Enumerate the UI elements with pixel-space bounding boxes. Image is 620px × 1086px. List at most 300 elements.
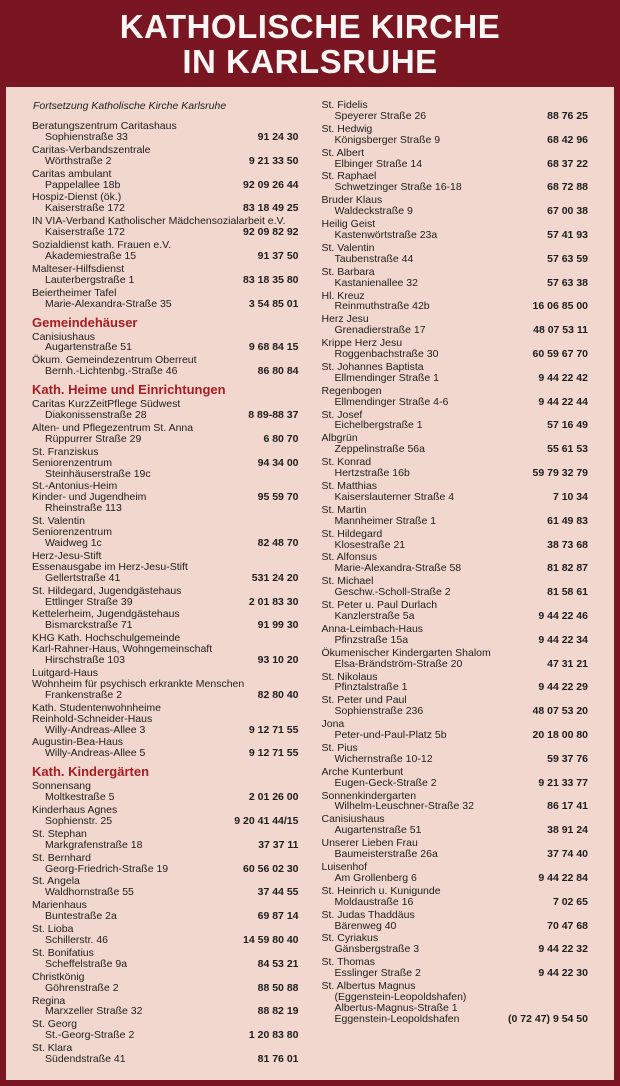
directory-entry bbox=[322, 338, 589, 360]
entry-phone: 86 17 41 bbox=[547, 800, 588, 813]
directory-entry bbox=[32, 169, 299, 191]
entry-line bbox=[32, 690, 299, 701]
entry-line bbox=[322, 648, 589, 659]
entry-name: St. Franziskus bbox=[32, 445, 99, 458]
entry-name: Beiertheimer Tafel bbox=[32, 286, 117, 299]
entry-address: (Eggenstein-Leopoldshafen) bbox=[334, 990, 467, 1003]
entry-address: Am Grollenberg 6 bbox=[334, 871, 417, 884]
directory-entry bbox=[322, 600, 589, 622]
entry-address: Marxzeller Straße 32 bbox=[45, 1005, 143, 1018]
entry-phone: 8 89-88 37 bbox=[248, 409, 299, 422]
entry-name: St. Matthias bbox=[321, 480, 377, 492]
entry-address: Geschw.-Scholl-Straße 2 bbox=[334, 586, 451, 599]
entry-line bbox=[322, 301, 589, 312]
entry-name: Sonnensang bbox=[32, 780, 91, 793]
entry-phone: 9 68 84 15 bbox=[248, 341, 299, 354]
entry-address: Peter-und-Paul-Platz 5b bbox=[334, 729, 447, 742]
directory-entry bbox=[32, 737, 299, 759]
entry-name: Herz-Jesu-Stift bbox=[32, 549, 102, 562]
directory-entry bbox=[322, 124, 589, 146]
entry-address: Eichelbergstraße 1 bbox=[334, 419, 423, 432]
entry-address: Sophienstraße 236 bbox=[334, 705, 424, 718]
entry-address: Marie-Alexandra-Straße 58 bbox=[334, 562, 462, 575]
entry-line bbox=[32, 169, 299, 180]
entry-phone: 55 61 53 bbox=[547, 443, 588, 456]
entry-address: Bernh.-Lichtenbg.-Straße 46 bbox=[45, 365, 178, 378]
entry-line bbox=[32, 853, 299, 864]
directory-entry bbox=[32, 876, 299, 898]
entry-address: Grenadierstraße 17 bbox=[334, 324, 426, 337]
entry-address: Moltkestraße 5 bbox=[45, 791, 115, 804]
entry-address: Sophienstraße 33 bbox=[45, 130, 128, 143]
directory-entry bbox=[322, 791, 589, 813]
directory-entry bbox=[322, 243, 589, 265]
entry-line bbox=[32, 983, 299, 994]
entry-name: Reinhold-Schneider-Haus bbox=[32, 712, 153, 725]
directory-entry bbox=[322, 862, 589, 884]
entry-address: Reinmuthstraße 42b bbox=[334, 300, 430, 313]
entry-address: Gänsbergstraße 3 bbox=[334, 943, 420, 956]
entry-line bbox=[32, 655, 299, 666]
directory-entry bbox=[322, 957, 589, 979]
directory-entry bbox=[32, 355, 299, 377]
entry-name: Hl. Kreuz bbox=[321, 289, 365, 302]
entry-address: Königsberger Straße 9 bbox=[334, 133, 441, 146]
entry-name: St. Konrad bbox=[321, 456, 372, 469]
entry-line bbox=[322, 373, 589, 384]
entry-name: Seniorenzentrum bbox=[32, 526, 112, 539]
entry-name: St. Fidelis bbox=[321, 99, 368, 111]
entry-address: Frankenstraße 2 bbox=[45, 688, 123, 701]
directory-entry bbox=[32, 145, 299, 167]
entry-address: Göhrenstraße 2 bbox=[45, 981, 119, 994]
entry-line bbox=[322, 135, 589, 146]
entry-name: St. Alfonsus bbox=[321, 551, 377, 564]
entry-line bbox=[322, 825, 589, 836]
entry-phone: 20 18 00 80 bbox=[532, 729, 588, 742]
entry-phone: 2 01 83 30 bbox=[248, 595, 299, 608]
entry-name: St. Barbara bbox=[321, 265, 375, 278]
entry-line bbox=[32, 503, 299, 514]
entry-line bbox=[322, 444, 589, 455]
entry-phone: 37 37 11 bbox=[258, 838, 299, 851]
entry-line bbox=[32, 203, 299, 214]
entry-name: St. Albert bbox=[321, 146, 365, 159]
entry-phone: 94 34 00 bbox=[257, 456, 299, 469]
entry-address: Albertus-Magnus-Straße 1 bbox=[334, 1001, 458, 1014]
entry-name: St. Nikolaus bbox=[321, 670, 378, 683]
entry-address: Sophienstr. 25 bbox=[45, 814, 113, 827]
directory-entry bbox=[32, 481, 299, 514]
page-title-line2: IN KARLSRUHE bbox=[182, 43, 438, 80]
entry-line bbox=[32, 342, 299, 353]
entry-name: St. Hildegard, Jugendgästehaus bbox=[32, 584, 182, 597]
entry-address: Kaiserstraße 172 bbox=[45, 226, 125, 239]
entry-line bbox=[322, 659, 589, 670]
entry-line bbox=[32, 840, 299, 851]
entry-address: Rheinstraße 113 bbox=[45, 502, 122, 515]
entry-name: St. Johannes Baptista bbox=[321, 360, 424, 373]
entry-line bbox=[32, 366, 299, 377]
entry-line bbox=[322, 278, 589, 289]
entry-name: Seniorenzentrum bbox=[32, 456, 112, 469]
entry-line bbox=[322, 267, 589, 278]
entry-phone: 9 44 22 44 bbox=[538, 395, 588, 408]
entry-name: Karl-Rahner-Haus, Wohngemeinschaft bbox=[32, 643, 213, 656]
entry-line bbox=[322, 968, 589, 979]
entry-address: Baumeisterstraße 26a bbox=[334, 848, 438, 861]
entry-phone: 86 80 84 bbox=[257, 365, 299, 378]
entry-name: St. Klara bbox=[32, 1042, 73, 1055]
entry-name: Christkönig bbox=[32, 970, 85, 983]
entry-phone: 38 73 68 bbox=[547, 538, 588, 551]
entry-line bbox=[32, 586, 299, 597]
entry-address: Südendstraße 41 bbox=[45, 1053, 126, 1066]
entry-line bbox=[32, 227, 299, 238]
entry-line bbox=[322, 706, 589, 717]
entry-name: St. Michael bbox=[321, 575, 374, 588]
entry-phone: 91 99 30 bbox=[257, 619, 299, 632]
entry-name: St. Heinrich u. Kunigunde bbox=[321, 884, 441, 897]
entry-line bbox=[322, 563, 589, 574]
entry-line bbox=[32, 887, 299, 898]
entry-phone: 14 59 80 40 bbox=[243, 934, 299, 946]
entry-line bbox=[32, 864, 299, 875]
entry-address: Kaiserslauterner Straße 4 bbox=[334, 490, 455, 503]
entry-line bbox=[322, 468, 589, 479]
entry-address: Wichernstraße 10-12 bbox=[334, 752, 433, 765]
directory-entry bbox=[32, 264, 299, 286]
entry-line bbox=[32, 792, 299, 803]
entry-address: Lauterbergstraße 1 bbox=[45, 273, 135, 286]
entry-address: Markgrafenstraße 18 bbox=[45, 838, 143, 851]
entry-phone: 91 37 50 bbox=[257, 249, 299, 262]
entry-phone: 3 54 85 01 bbox=[248, 297, 299, 310]
entry-address: Ellmendinger Straße 4-6 bbox=[334, 395, 449, 408]
entry-phone: 9 12 71 55 bbox=[248, 723, 299, 736]
entry-line bbox=[32, 816, 299, 827]
entry-address: Ellmendinger Straße 1 bbox=[334, 371, 439, 384]
directory-entry bbox=[322, 576, 589, 598]
directory-entry bbox=[322, 814, 589, 836]
entry-line bbox=[32, 911, 299, 922]
section-heading: Kath. Kindergärten bbox=[32, 764, 150, 780]
directory-entry bbox=[322, 362, 589, 384]
entry-name: Anna-Leimbach-Haus bbox=[321, 622, 424, 635]
directory-entry bbox=[322, 672, 589, 694]
entry-phone: 83 18 35 80 bbox=[243, 273, 299, 286]
entry-line bbox=[32, 597, 299, 608]
entry-name: Bruder Klaus bbox=[321, 194, 383, 207]
entry-name: Albgrün bbox=[321, 432, 358, 445]
entry-name: St.-Antonius-Heim bbox=[32, 480, 118, 493]
entry-address: Schillerstr. 46 bbox=[45, 934, 109, 946]
directory-entry bbox=[32, 900, 299, 922]
entry-address: Waldhornstraße 55 bbox=[45, 886, 134, 899]
entry-line bbox=[32, 458, 299, 469]
entry-line bbox=[32, 725, 299, 736]
entry-name: Wohnheim für psychisch erkrankte Menschen bbox=[32, 677, 245, 690]
entry-address: Marie-Alexandra-Straße 35 bbox=[45, 297, 172, 310]
entry-list-right bbox=[322, 100, 589, 1025]
entry-phone: 9 44 22 84 bbox=[538, 871, 588, 884]
entry-address: Willy-Andreas-Allee 5 bbox=[45, 747, 146, 760]
entry-line bbox=[322, 611, 589, 622]
entry-name: St. Hildegard bbox=[321, 527, 383, 540]
entry-line bbox=[322, 516, 589, 527]
directory-entry bbox=[322, 457, 589, 479]
entry-line bbox=[32, 703, 299, 714]
entry-line bbox=[32, 748, 299, 759]
entry-phone: 16 06 85 00 bbox=[532, 300, 588, 313]
entry-address: Elsa-Brändström-Straße 20 bbox=[334, 657, 463, 670]
entry-line bbox=[322, 159, 589, 170]
directory-entry bbox=[32, 192, 299, 214]
entry-name: Ökumenischer Kindergarten Shalom bbox=[321, 646, 491, 659]
entry-address: Mannheimer Straße 1 bbox=[334, 514, 437, 527]
entry-phone: 91 24 30 bbox=[257, 130, 299, 143]
entry-phone: 81 82 87 bbox=[547, 562, 588, 575]
entry-line bbox=[32, 935, 299, 946]
directory-entry bbox=[322, 195, 589, 217]
column-right bbox=[322, 100, 589, 1080]
entry-phone: 59 79 32 79 bbox=[532, 467, 588, 480]
entry-name: St. Judas Thaddäus bbox=[321, 908, 415, 921]
entry-line bbox=[322, 254, 589, 265]
entry-address: Hirschstraße 103 bbox=[45, 654, 125, 667]
entry-name: Kinder- und Jugendheim bbox=[32, 491, 147, 504]
entry-line bbox=[32, 1030, 299, 1041]
entry-line bbox=[322, 1014, 589, 1025]
entry-phone: 88 76 25 bbox=[547, 109, 588, 122]
entry-phone: 84 53 21 bbox=[257, 957, 299, 970]
entry-name: Hospiz-Dienst (ök.) bbox=[32, 191, 122, 204]
entry-phone: 531 24 20 bbox=[251, 571, 299, 584]
entry-phone: 60 56 02 30 bbox=[243, 862, 299, 875]
entry-name: St. Angela bbox=[32, 875, 80, 888]
entry-address: Augartenstraße 51 bbox=[45, 341, 132, 354]
entry-name: St. Valentin bbox=[321, 241, 375, 254]
entry-name: St. Bonifatius bbox=[32, 946, 94, 959]
entry-name: Ökum. Gemeindezentrum Oberreut bbox=[32, 354, 197, 367]
entry-line bbox=[32, 972, 299, 983]
entry-name: Alten- und Pflegezentrum St. Anna bbox=[32, 421, 194, 434]
entry-line bbox=[322, 897, 589, 908]
directory-entry bbox=[32, 829, 299, 851]
entry-name: St. Thomas bbox=[321, 956, 375, 969]
entry-line bbox=[322, 111, 589, 122]
entry-name: Caritas ambulant bbox=[32, 167, 112, 180]
entry-address: Georg-Friedrich-Straße 19 bbox=[45, 862, 169, 875]
entry-line bbox=[322, 206, 589, 217]
directory-entry bbox=[32, 633, 299, 666]
entry-name: St. Pius bbox=[321, 741, 358, 754]
entry-address: Kaiserstraße 172 bbox=[45, 202, 125, 215]
entry-phone: 2 01 26 00 bbox=[248, 791, 299, 804]
entry-line bbox=[32, 959, 299, 970]
entry-address: Klosestraße 21 bbox=[334, 538, 406, 551]
entry-address: Esslinger Straße 2 bbox=[334, 967, 421, 980]
entry-phone: 82 48 70 bbox=[257, 537, 299, 549]
directory-entry bbox=[32, 948, 299, 970]
directory-content bbox=[6, 87, 614, 1080]
entry-name: St. Hedwig bbox=[321, 122, 373, 135]
directory-entry bbox=[32, 551, 299, 584]
entry-name: Kettelerheim, Jugendgästehaus bbox=[32, 608, 180, 621]
entry-address: Buntestraße 2a bbox=[45, 910, 117, 923]
directory-entry bbox=[322, 552, 589, 574]
entry-address: Ettlinger Straße 39 bbox=[45, 595, 133, 608]
directory-entry bbox=[322, 386, 589, 408]
entry-phone: 93 10 20 bbox=[257, 654, 299, 667]
directory-entry bbox=[32, 332, 299, 354]
directory-entry bbox=[32, 423, 299, 445]
entry-name: St. Raphael bbox=[321, 170, 377, 183]
directory-entry bbox=[322, 481, 589, 503]
directory-entry bbox=[32, 240, 299, 262]
entry-phone: 48 07 53 11 bbox=[533, 324, 588, 337]
entry-line bbox=[322, 635, 589, 646]
page-title-line1: KATHOLISCHE KIRCHE bbox=[119, 8, 501, 45]
entry-name: Kinderhaus Agnes bbox=[32, 804, 118, 817]
entry-line bbox=[322, 349, 589, 360]
entry-line bbox=[32, 620, 299, 631]
entry-address: Scheffelstraße 9a bbox=[45, 957, 128, 970]
directory-entry bbox=[32, 399, 299, 421]
entry-line bbox=[322, 529, 589, 540]
entry-address: Akademiestraße 15 bbox=[45, 249, 137, 262]
directory-entry bbox=[322, 148, 589, 170]
directory-entry bbox=[32, 781, 299, 803]
entry-phone: 70 47 68 bbox=[547, 919, 588, 932]
entry-name: Marienhaus bbox=[32, 899, 87, 912]
entry-address: Waidweg 1c bbox=[45, 537, 102, 549]
entry-line bbox=[322, 325, 589, 336]
entry-name: Canisiushaus bbox=[32, 330, 96, 343]
entry-name: Sozialdienst kath. Frauen e.V. bbox=[32, 239, 172, 252]
entry-address: Pfinztalstraße 1 bbox=[334, 681, 408, 694]
entry-address: Pappelallee 18b bbox=[45, 178, 121, 191]
entry-phone: 81 58 61 bbox=[547, 586, 588, 599]
entry-address: Kastanienallee 32 bbox=[334, 276, 418, 289]
entry-address: Bärenweg 40 bbox=[334, 919, 397, 932]
directory-entry bbox=[322, 767, 589, 789]
entry-address: Roggenbachstraße 30 bbox=[334, 348, 439, 361]
entry-phone: 57 16 49 bbox=[547, 419, 588, 432]
entry-phone: 48 07 53 20 bbox=[532, 705, 588, 718]
entry-phone: 82 80 40 bbox=[257, 688, 299, 701]
entry-line bbox=[32, 573, 299, 584]
entry-address: Steinhäuserstraße 19c bbox=[45, 467, 151, 480]
directory-entry bbox=[32, 924, 299, 946]
entry-address: Moldaustraße 16 bbox=[334, 895, 414, 908]
entry-name: St. Albertus Magnus bbox=[321, 980, 416, 993]
directory-entry bbox=[322, 291, 589, 313]
entry-name: Beratungszentrum Caritashaus bbox=[32, 120, 177, 132]
entry-phone: 81 76 01 bbox=[257, 1053, 299, 1066]
continuation-note: Fortsetzung Katholische Kirche Karlsruhe bbox=[33, 100, 227, 112]
entry-address: Wörthstraße 2 bbox=[45, 154, 112, 167]
entry-line bbox=[32, 132, 299, 143]
directory-entry bbox=[32, 609, 299, 631]
entry-address: St.-Georg-Straße 2 bbox=[45, 1029, 135, 1042]
entry-address: Wilhelm-Leuschner-Straße 32 bbox=[334, 800, 474, 813]
directory-entry bbox=[322, 410, 589, 432]
entry-line bbox=[32, 299, 299, 310]
entry-name: Jona bbox=[321, 718, 345, 731]
directory-entry bbox=[32, 805, 299, 827]
entry-name: Caritas KurzZeitPflege Südwest bbox=[32, 398, 181, 411]
entry-name: St. Cyriakus bbox=[321, 932, 379, 945]
entry-line bbox=[322, 682, 589, 693]
entry-phone: 57 63 59 bbox=[547, 252, 588, 265]
directory-entry bbox=[32, 516, 299, 549]
entry-line bbox=[32, 714, 299, 725]
directory-entry bbox=[322, 933, 589, 955]
entry-address: Willy-Andreas-Allee 3 bbox=[45, 723, 146, 736]
directory-entry bbox=[322, 719, 589, 741]
column-left bbox=[32, 100, 299, 1080]
entry-address: Diakonissenstraße 28 bbox=[45, 409, 147, 422]
entry-name: Luisenhof bbox=[321, 861, 368, 873]
entry-line bbox=[322, 587, 589, 598]
entry-line bbox=[322, 921, 589, 932]
entry-line bbox=[322, 182, 589, 193]
entry-phone: 9 44 22 32 bbox=[538, 943, 588, 956]
directory-entry bbox=[32, 288, 299, 310]
entry-line bbox=[322, 492, 589, 503]
directory-entry bbox=[32, 216, 299, 238]
entry-line bbox=[322, 397, 589, 408]
entry-phone: 61 49 83 bbox=[547, 514, 588, 527]
entry-address: Eugen-Geck-Straße 2 bbox=[334, 776, 437, 789]
entry-phone: 68 42 96 bbox=[547, 133, 588, 146]
directory-entry bbox=[32, 121, 299, 143]
entry-address: Schwetzinger Straße 16-18 bbox=[334, 181, 462, 194]
entry-name: Regina bbox=[32, 994, 66, 1007]
entry-list-left bbox=[32, 121, 299, 1065]
directory-entry bbox=[322, 314, 589, 336]
entry-name: St. Valentin bbox=[32, 515, 85, 528]
entry-name: St. Peter u. Paul Durlach bbox=[321, 599, 438, 612]
entry-line bbox=[322, 873, 589, 884]
directory-entry bbox=[322, 433, 589, 455]
entry-line bbox=[322, 730, 589, 741]
entry-phone: 59 37 76 bbox=[547, 752, 588, 765]
entry-phone: 69 87 14 bbox=[257, 910, 299, 923]
entry-address: Kastenwörtstraße 23a bbox=[334, 228, 438, 241]
entry-line bbox=[32, 156, 299, 167]
entry-address: Elbinger Straße 14 bbox=[334, 157, 423, 170]
entry-line bbox=[32, 180, 299, 191]
section-heading: Gemeindehäuser bbox=[32, 314, 138, 330]
entry-name: St. Martin bbox=[321, 503, 367, 516]
entry-name: St. Josef bbox=[321, 408, 363, 421]
entry-name: St. Bernhard bbox=[32, 851, 91, 864]
entry-address: Eggenstein-Leopoldshafen bbox=[334, 1012, 460, 1025]
entry-line bbox=[32, 434, 299, 445]
entry-line bbox=[322, 420, 589, 431]
entry-name: Unserer Lieben Frau bbox=[321, 837, 418, 850]
entry-phone: 88 82 19 bbox=[257, 1005, 299, 1018]
section-heading: Kath. Heime und Einrichtungen bbox=[32, 382, 226, 398]
entry-phone: 57 63 38 bbox=[547, 276, 588, 289]
entry-name: Caritas-Verbandszentrale bbox=[32, 143, 151, 156]
entry-name: Malteser-Hilfsdienst bbox=[32, 262, 125, 275]
entry-phone: 7 10 34 bbox=[552, 490, 588, 503]
entry-phone: 37 44 55 bbox=[257, 886, 299, 899]
entry-phone: 9 44 22 34 bbox=[538, 633, 588, 646]
